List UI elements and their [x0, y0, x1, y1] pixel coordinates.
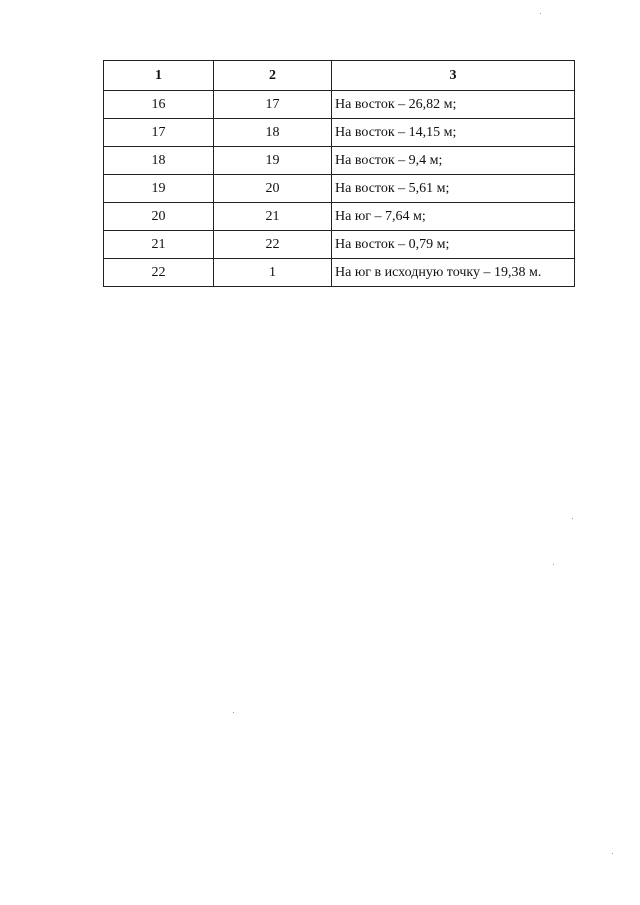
from-point: 19 [104, 175, 214, 203]
header-col-2: 2 [214, 61, 332, 91]
scan-speck [612, 853, 613, 854]
to-point: 21 [214, 203, 332, 231]
from-point: 22 [104, 259, 214, 287]
direction-text: На восток – 0,79 м; [332, 231, 575, 259]
table-row [104, 119, 575, 147]
from-point: 17 [104, 119, 214, 147]
table-row [104, 147, 575, 175]
to-point: 19 [214, 147, 332, 175]
table-row [104, 231, 575, 259]
route-table [103, 60, 575, 287]
to-point: 20 [214, 175, 332, 203]
table-row [104, 203, 575, 231]
scan-speck [540, 13, 541, 14]
to-point: 17 [214, 91, 332, 119]
table-row [104, 91, 575, 119]
header-col-1: 1 [104, 61, 214, 91]
header-col-3: 3 [332, 61, 575, 91]
scan-speck [572, 518, 573, 519]
scan-speck [553, 564, 554, 565]
direction-text: На восток – 9,4 м; [332, 147, 575, 175]
table-row [104, 259, 575, 287]
direction-text: На юг – 7,64 м; [332, 203, 575, 231]
table-header-row [104, 61, 575, 91]
from-point: 21 [104, 231, 214, 259]
direction-text: На восток – 26,82 м; [332, 91, 575, 119]
to-point: 18 [214, 119, 332, 147]
from-point: 20 [104, 203, 214, 231]
direction-text: На восток – 14,15 м; [332, 119, 575, 147]
direction-text: На восток – 5,61 м; [332, 175, 575, 203]
direction-text: На юг в исходную точку – 19,38 м. [332, 259, 575, 287]
table-row [104, 175, 575, 203]
to-point: 22 [214, 231, 332, 259]
from-point: 18 [104, 147, 214, 175]
scan-speck [233, 712, 234, 713]
to-point: 1 [214, 259, 332, 287]
from-point: 16 [104, 91, 214, 119]
